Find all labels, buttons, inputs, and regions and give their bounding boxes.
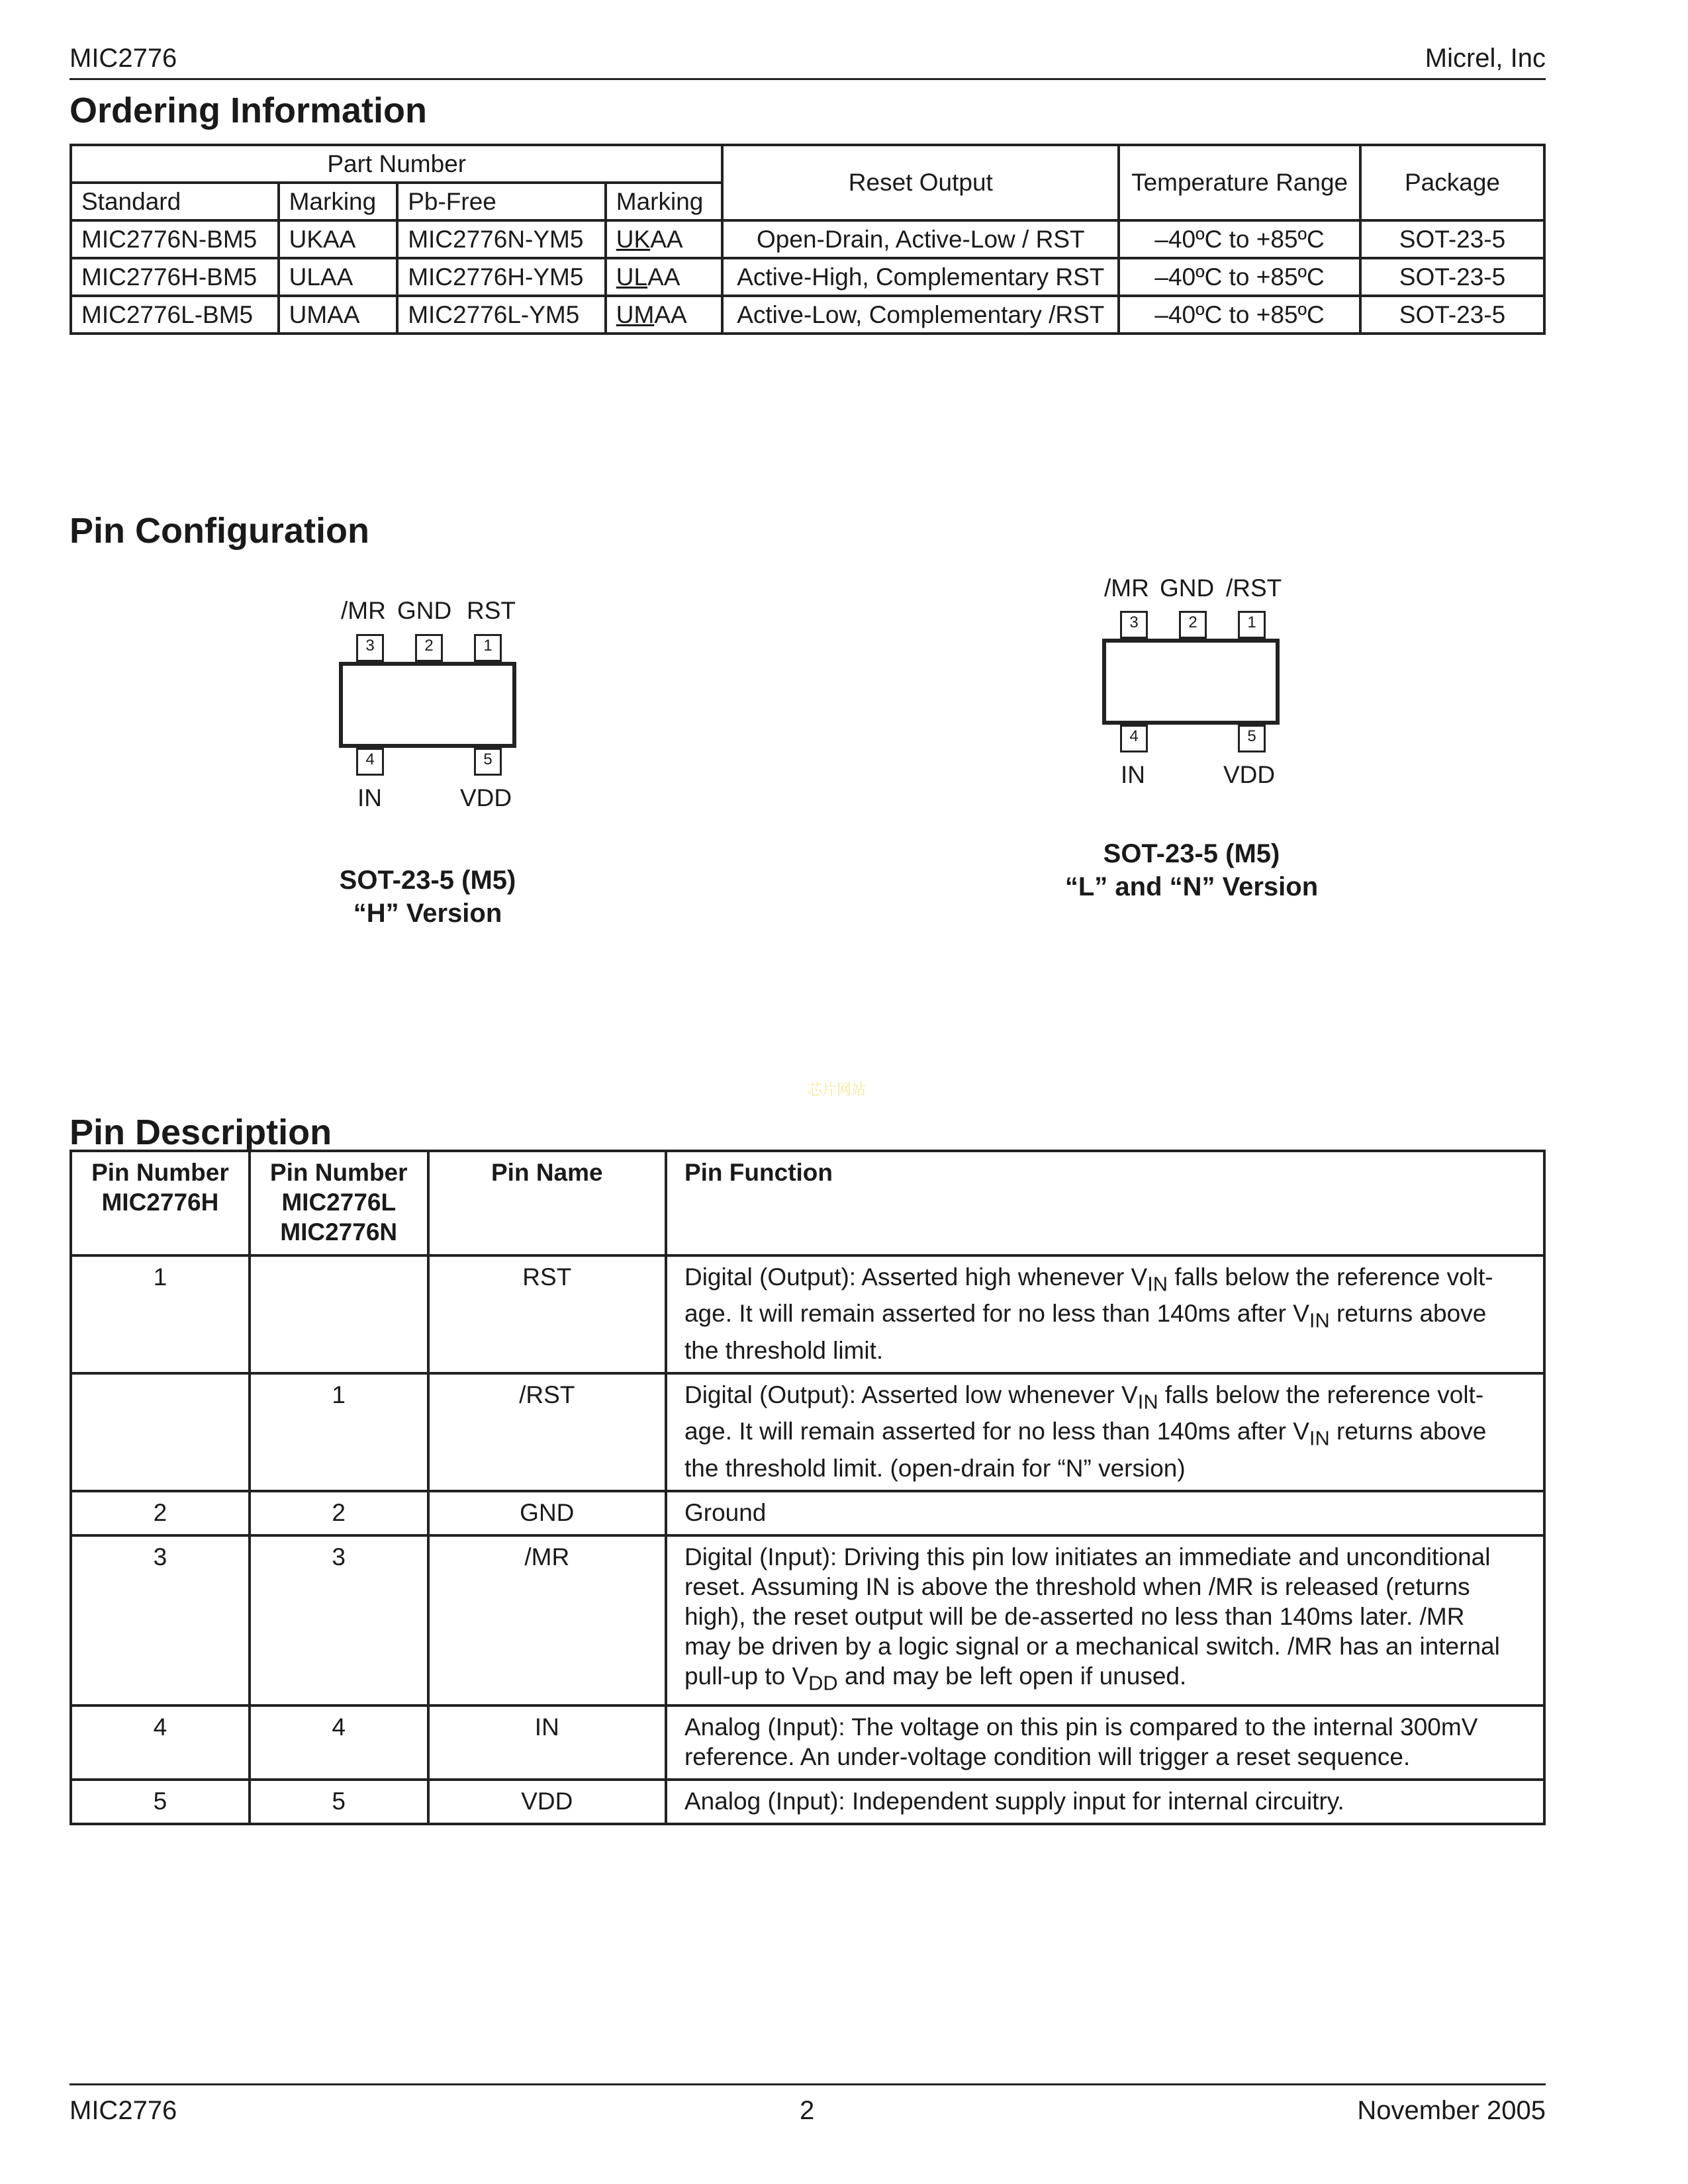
cell-pin-function: Ground: [666, 1491, 1544, 1535]
footer-part-number: MIC2776: [70, 2096, 177, 2125]
table-row: [71, 220, 1544, 258]
cell-pin-h: 1: [71, 1255, 250, 1373]
header-line: MIC2776L: [281, 1189, 397, 1216]
cell-pin-function: Digital (Output): Asserted low whenever $V_{IN}$ falls below the reference volt- age. It will remain asserted for no less than 140ms after $V_{IN}$ returns above the threshold limit. (open-drain for “N” version): [666, 1373, 1544, 1491]
pin-number: 4: [1120, 725, 1148, 752]
cell-package: SOT-23-5: [1360, 220, 1544, 258]
table-row: [71, 1780, 1544, 1824]
ordering-col-standard: Standard: [71, 183, 279, 220]
footer-date: November 2005: [1357, 2096, 1546, 2125]
ordering-table: [70, 144, 1546, 335]
pin-label-gnd: GND: [1160, 574, 1215, 602]
ordering-col-reset: Reset Output: [722, 145, 1119, 220]
cell-standard: MIC2776L-BM5: [71, 296, 279, 334]
cell-pin-h: 2: [71, 1491, 250, 1535]
cell-pin-function: Digital (Input): Driving this pin low initiates an immediate and unconditional reset. Assuming IN is above the threshold when /MR is released (returns high), the reset output will be de-asserted no less than 140ms later. /MR may be driven by a logic signal or a mechanical switch. /MR has an internal pull-up to $V_{DD}$ and may be left open if unused.: [666, 1535, 1544, 1706]
pin-label-in: IN: [357, 784, 382, 811]
ic-body: [1102, 639, 1280, 725]
header-line: MIC2776N: [280, 1218, 398, 1246]
cell-marking: UMAA: [279, 296, 398, 334]
cell-standard: MIC2776H-BM5: [71, 258, 279, 296]
package-caption: [229, 864, 626, 930]
pd-col-name: Pin Name: [428, 1151, 666, 1255]
pin-label-vdd: VDD: [460, 784, 512, 811]
cell-pin-function: Analog (Input): Independent supply input for internal circuitry.: [666, 1780, 1544, 1824]
pin-number: 1: [474, 634, 502, 662]
cell-pin-ln: 1: [250, 1373, 428, 1491]
package-caption: [993, 837, 1390, 903]
pin-label-mr: /MR: [1104, 574, 1149, 602]
pin-number: 3: [356, 634, 384, 662]
ordering-col-marking-pbfree: Marking: [606, 183, 723, 220]
caption-line-2: “H” Version: [353, 899, 502, 928]
cell-pin-name: IN: [428, 1706, 666, 1780]
table-row: [71, 1491, 1544, 1535]
ordering-title: Ordering Information: [70, 91, 427, 130]
cell-pbfree: MIC2776L-YM5: [397, 296, 606, 334]
watermark-text: 芯片网站: [808, 1081, 867, 1098]
cell-marking: ULAA: [279, 258, 398, 296]
pd-col-h: [71, 1151, 250, 1255]
cell-pbfree: MIC2776H-YM5: [397, 258, 606, 296]
cell-pin-function: Digital (Output): Asserted high whenever $V_{IN}$ falls below the reference volt- age. It will remain asserted for no less than 140ms after $V_{IN}$ returns above the threshold limit.: [666, 1255, 1544, 1373]
cell-pin-h: 3: [71, 1535, 250, 1706]
header-rule: [70, 78, 1546, 80]
pin-label-vdd: VDD: [1223, 761, 1276, 788]
cell-pin-name: /RST: [428, 1373, 666, 1491]
cell-pin-name: VDD: [428, 1780, 666, 1824]
ordering-group-header: Part Number: [71, 145, 722, 183]
pin-label-gnd: GND: [397, 597, 452, 624]
pin-number: 4: [356, 748, 384, 776]
pd-col-function: Pin Function: [666, 1151, 1544, 1255]
pin-label-rst-bar: /RST: [1226, 574, 1282, 602]
cell-standard: MIC2776N-BM5: [71, 220, 279, 258]
cell-pin-ln: [250, 1255, 428, 1373]
cell-pbfree-marking: UKAA: [606, 220, 723, 258]
cell-temp: –40ºC to +85ºC: [1119, 220, 1360, 258]
footer-rule: [70, 2083, 1546, 2085]
caption-line-1: SOT-23-5 (M5): [339, 866, 516, 895]
ordering-col-pbfree: Pb-Free: [397, 183, 606, 220]
cell-pin-ln: 2: [250, 1491, 428, 1535]
table-row: [71, 258, 1544, 296]
footer-page-number: 2: [800, 2096, 815, 2125]
cell-pbfree-marking: UMAA: [606, 296, 723, 334]
table-row: [71, 1373, 1544, 1491]
pin-description-table: [70, 1150, 1546, 1825]
table-row: [71, 1706, 1544, 1780]
pin-label-mr: /MR: [341, 597, 386, 624]
ic-body: [339, 662, 516, 748]
table-row: [71, 296, 1544, 334]
cell-pin-function: Analog (Input): The voltage on this pin is compared to the internal 300mV reference. An under-voltage condition will trigger a reset sequence.: [666, 1706, 1544, 1780]
caption-line-1: SOT-23-5 (M5): [1103, 839, 1280, 868]
cell-pbfree: MIC2776N-YM5: [397, 220, 606, 258]
cell-pin-name: RST: [428, 1255, 666, 1373]
cell-pbfree-marking: ULAA: [606, 258, 723, 296]
cell-reset: Open-Drain, Active-Low / RST: [722, 220, 1119, 258]
cell-pin-h: [71, 1373, 250, 1491]
cell-pin-h: 5: [71, 1780, 250, 1824]
pin-number: 1: [1238, 611, 1266, 639]
cell-pin-ln: 5: [250, 1780, 428, 1824]
cell-reset: Active-High, Complementary RST: [722, 258, 1119, 296]
header-line: Pin Number: [269, 1159, 408, 1186]
cell-marking: UKAA: [279, 220, 398, 258]
pin-number: 2: [1179, 611, 1207, 639]
table-row: [71, 1255, 1544, 1373]
header-part-number: MIC2776: [70, 44, 177, 73]
pin-config-title: Pin Configuration: [70, 511, 369, 551]
cell-pin-name: /MR: [428, 1535, 666, 1706]
caption-line-2: “L” and “N” Version: [1064, 872, 1319, 901]
pin-number: 3: [1120, 611, 1148, 639]
pin-number: 2: [415, 634, 443, 662]
cell-pin-ln: 3: [250, 1535, 428, 1706]
ordering-col-marking: Marking: [279, 183, 398, 220]
pin-label-rst: RST: [467, 597, 516, 624]
pin-desc-title: Pin Description: [70, 1113, 332, 1152]
cell-temp: –40ºC to +85ºC: [1119, 258, 1360, 296]
table-row: [71, 1535, 1544, 1706]
cell-pin-name: GND: [428, 1491, 666, 1535]
header-company: Micrel, Inc: [1425, 44, 1546, 73]
cell-reset: Active-Low, Complementary /RST: [722, 296, 1119, 334]
cell-package: SOT-23-5: [1360, 258, 1544, 296]
pin-number: 5: [474, 748, 502, 776]
pin-label-in: IN: [1121, 761, 1145, 788]
ordering-col-temp: Temperature Range: [1119, 145, 1360, 220]
cell-package: SOT-23-5: [1360, 296, 1544, 334]
ordering-col-package: Package: [1360, 145, 1544, 220]
cell-pin-ln: 4: [250, 1706, 428, 1780]
header-line: MIC2776H: [101, 1189, 219, 1216]
cell-pin-h: 4: [71, 1706, 250, 1780]
header-line: Pin Number: [91, 1159, 229, 1186]
pin-number: 5: [1238, 725, 1266, 752]
cell-temp: –40ºC to +85ºC: [1119, 296, 1360, 334]
pd-col-ln: [250, 1151, 428, 1255]
